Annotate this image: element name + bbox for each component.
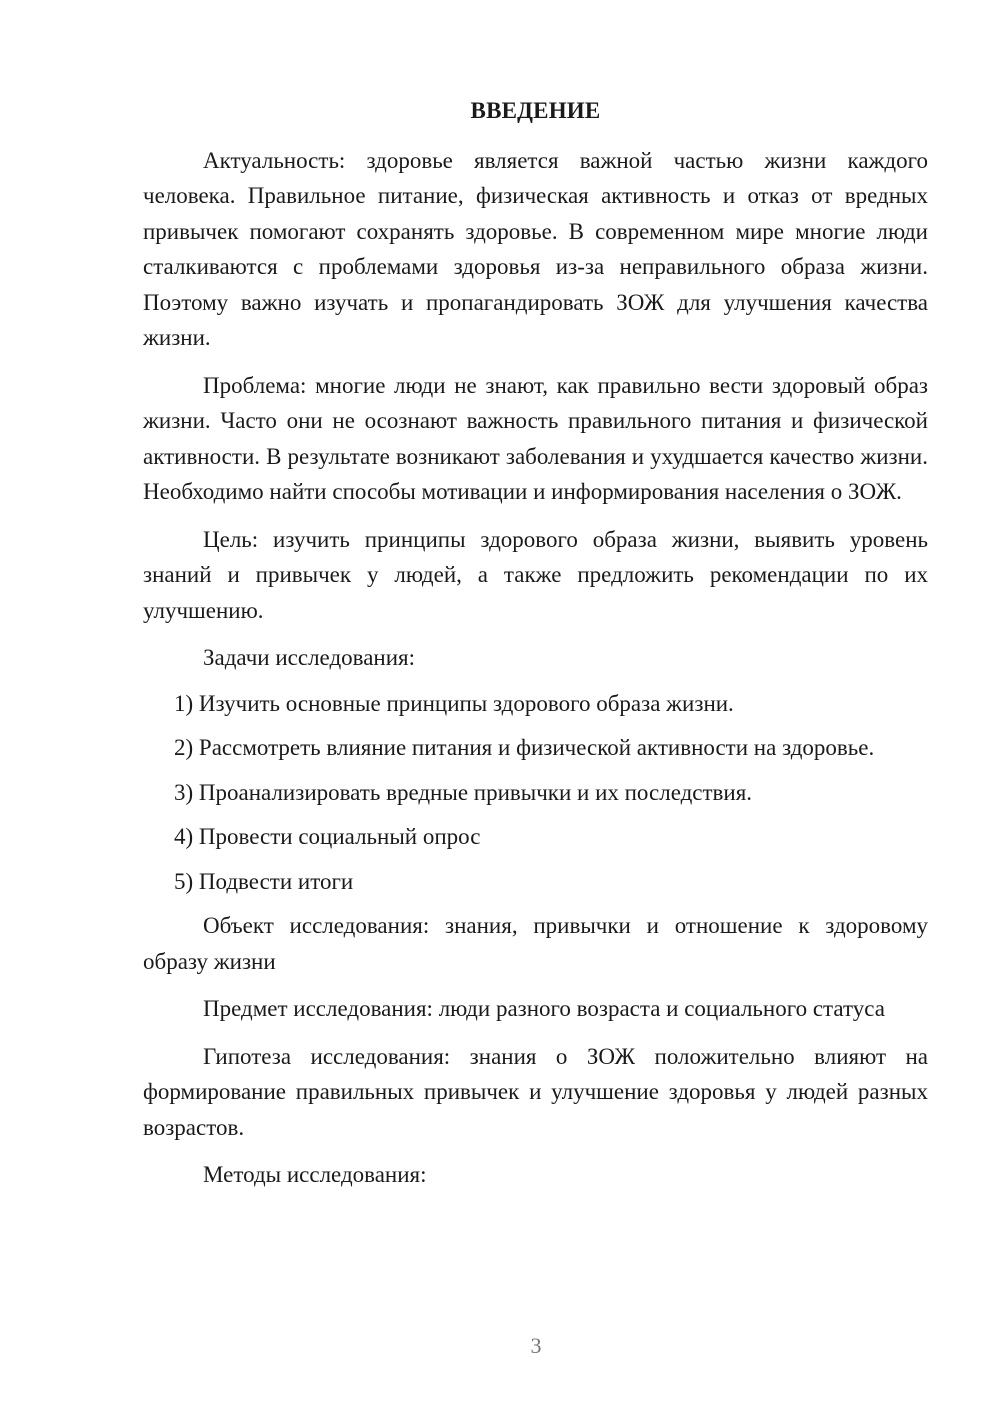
task-item-2: 2) Рассмотреть влияние питания и физической активности на здоровье. [174, 735, 875, 760]
page-content [143, 93, 928, 1203]
subject-paragraph: Предмет исследования: люди разного возраста и социального статуса [203, 996, 885, 1021]
relevance-paragraph: Актуальность: здоровье является важной частью жизни каждого человека. Правильное питание, физическая активность и отказ от вредных привычек помогают сохранять здоровье. В современном мире многие люди сталкиваются с проблемами здоровья из-за неправильного образа жизни. Поэтому важно изучать и пропагандировать ЗОЖ для улучшения качества жизни. [143, 147, 928, 350]
hypothesis-paragraph: Гипотеза исследования: знания о ЗОЖ положительно влияют на формирование правильных привычек и улучшение здоровья у людей разных возрастов. [143, 1043, 928, 1140]
page-title: ВВЕДЕНИЕ [470, 98, 601, 123]
methods-heading: Методы исследования: [203, 1162, 427, 1187]
tasks-heading: Задачи исследования: [203, 645, 416, 670]
problem-paragraph: Проблема: многие люди не знают, как правильно вести здоровый образ жизни. Часто они не осознают важность правильного питания и физической активности. В результате возникают заболевания и ухудшается качество жизни. Необходимо найти способы мотивации и информирования населения о ЗОЖ. [143, 372, 928, 504]
task-item-4: 4) Провести социальный опрос [174, 824, 481, 849]
page-number: 3 [530, 1333, 542, 1358]
task-item-5: 5) Подвести итоги [174, 868, 354, 894]
task-item-3: 3) Проанализировать вредные привычки и их последствия. [174, 779, 753, 805]
goal-paragraph: Цель: изучить принципы здорового образа жизни, выявить уровень знаний и привычек у людей, а также предложить рекомендации по их улучшению. [143, 526, 928, 623]
task-item-1: 1) Изучить основные принципы здорового образа жизни. [174, 690, 734, 716]
object-paragraph: Объект исследования: знания, привычки и отношение к здоровому образу жизни [143, 913, 928, 974]
